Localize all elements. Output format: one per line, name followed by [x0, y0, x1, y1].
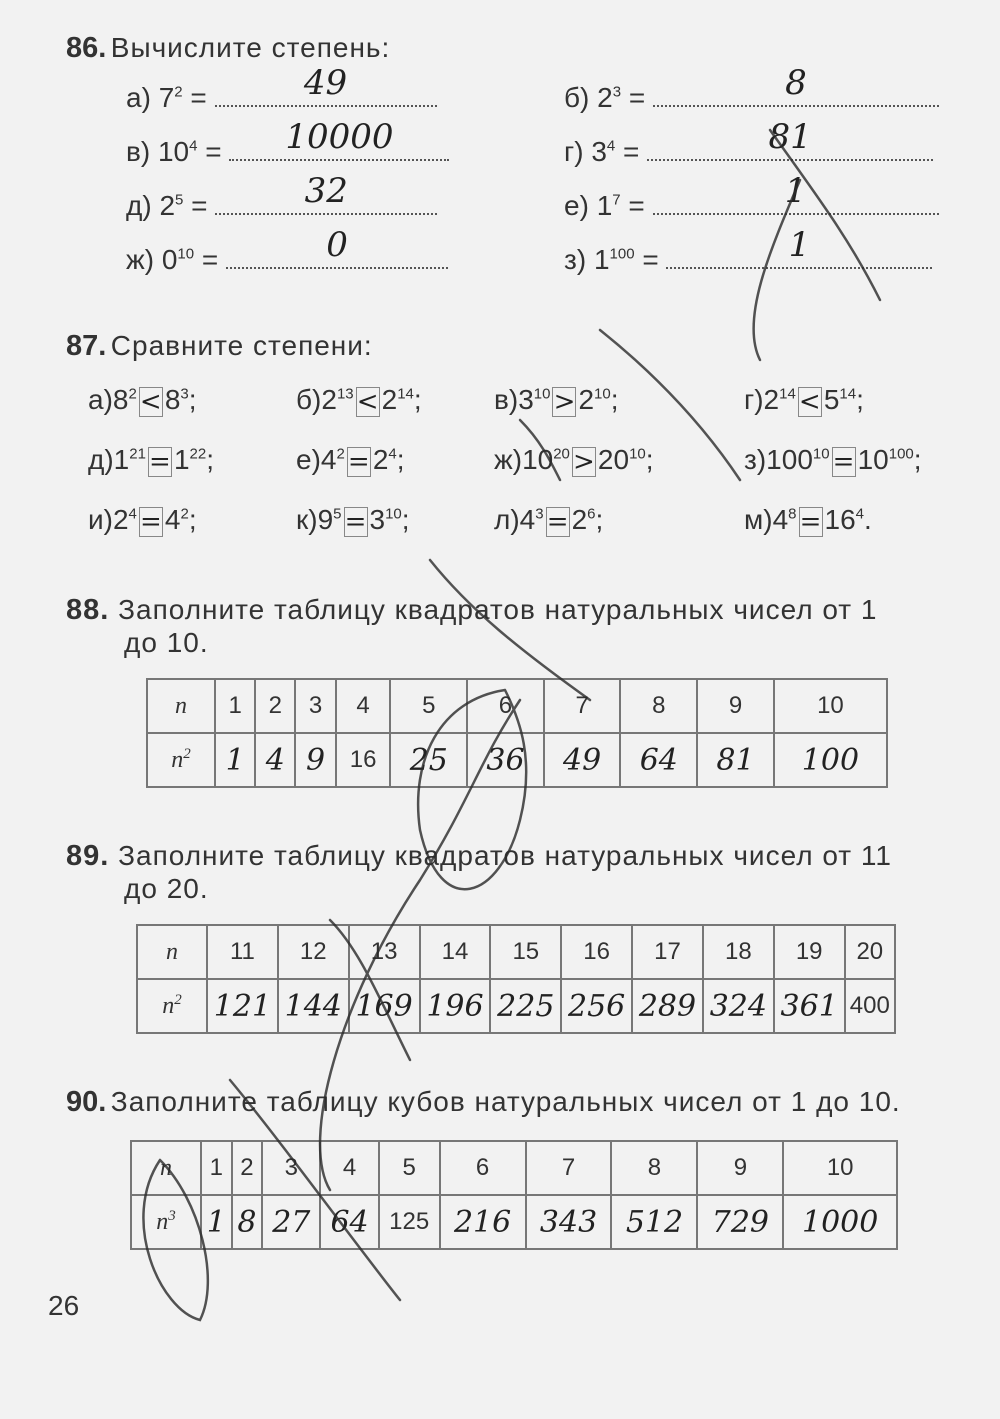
task-88-title: Заполните таблицу квадратов натуральных чисел от 1 [118, 594, 878, 625]
task-88-number: 88. [66, 594, 110, 626]
table-cell-n: 2 [232, 1141, 263, 1195]
handwritten-value: 49 [563, 742, 602, 778]
handwritten-sign: > [573, 446, 595, 477]
handwritten-sign: = [546, 506, 569, 537]
handwritten-sign: = [149, 446, 171, 477]
t86-item-e: е) $1^7$ = 1 [564, 190, 939, 222]
table-cell-n: 5 [390, 679, 467, 733]
row-label: $n^3$ [131, 1195, 201, 1249]
handwritten-value: 144 [284, 988, 342, 1024]
comparison-item: $д)1^{21} = 1^{22}$; [88, 444, 214, 477]
task-90-title: Заполните таблицу кубов натуральных чисел от 1 до 10. [110, 1086, 901, 1117]
table-cell-n: 7 [526, 1141, 612, 1195]
t86-item-v: в) $10^4$ = 10000 [126, 136, 449, 168]
handwritten-sign: = [139, 506, 162, 537]
t86-item-g: г) $3^4$ = 81 [564, 136, 933, 168]
handwritten-value: 1000 [801, 1204, 879, 1240]
handwritten-value: 169 [355, 988, 413, 1024]
printed-value: 16 [349, 746, 377, 773]
t86-item-b: б) $2^3$ = 8 [564, 82, 939, 114]
handwritten-answer: 8 [785, 63, 807, 103]
table-cell-n: 11 [207, 925, 278, 979]
handwritten-value: 100 [801, 742, 860, 778]
task-87-title: Сравните степени: [110, 330, 373, 361]
handwritten-value: 64 [639, 742, 678, 778]
handwritten-value: 8 [237, 1204, 257, 1240]
task-89-title: Заполните таблицу квадратов натуральных чисел от 11 [118, 840, 892, 871]
table-cell-n: 9 [697, 1141, 783, 1195]
handwritten-answer: 0 [326, 225, 348, 265]
handwritten-sign: = [832, 446, 855, 477]
task-86-number: 86. [66, 32, 107, 64]
handwritten-sign: = [347, 446, 370, 477]
comparison-item: $а)8^2 < 8^3$; [88, 384, 197, 417]
comparison-item: $в)3^{10} > 2^{10}$; [494, 384, 619, 417]
task-88-title-cont: до 10. [124, 627, 209, 658]
table-cell-n: 13 [349, 925, 420, 979]
handwritten-value: 343 [539, 1204, 598, 1240]
table-cell-n: 16 [561, 925, 632, 979]
handwritten-value: 9 [306, 742, 326, 778]
handwritten-value: 196 [426, 988, 484, 1024]
row-label: n [147, 679, 215, 733]
table-cell-n: 20 [845, 925, 895, 979]
handwritten-answer: 1 [788, 225, 811, 265]
handwritten-value: 25 [409, 742, 448, 778]
table-cell-n: 4 [336, 679, 391, 733]
table-cell-n: 19 [774, 925, 845, 979]
printed-value: 400 [849, 992, 890, 1019]
table-cell-n: 8 [620, 679, 697, 733]
task-86-title: Вычислите степень: [110, 32, 391, 63]
table-cell-n: 6 [467, 679, 544, 733]
table-cell-n: 17 [632, 925, 703, 979]
handwritten-value: 256 [568, 988, 626, 1024]
table-cell-n: 10 [783, 1141, 897, 1195]
handwritten-answer: 32 [304, 171, 348, 211]
handwritten-value: 225 [497, 988, 555, 1024]
table-cell-n: 14 [420, 925, 491, 979]
comparison-item: $и)2^4 = 4^2$; [88, 504, 197, 537]
handwritten-answer: 81 [768, 117, 812, 157]
table-cell-n: 3 [295, 679, 335, 733]
handwritten-sign: < [798, 386, 821, 417]
table-cell-n: 6 [440, 1141, 526, 1195]
handwritten-value: 1 [225, 742, 245, 778]
page-number: 26 [48, 1290, 80, 1321]
table-cell-n: 3 [262, 1141, 320, 1195]
handwritten-value: 324 [709, 988, 767, 1024]
comparison-item: $м)4^8 = 16^4$. [744, 504, 872, 537]
row-label: $n^2$ [147, 733, 215, 787]
handwritten-value: 512 [625, 1204, 684, 1240]
table-cell-n: 4 [320, 1141, 378, 1195]
table-cell-n: 12 [278, 925, 349, 979]
table-cell-n: 15 [490, 925, 561, 979]
handwritten-value: 64 [330, 1204, 369, 1240]
comparison-item: $з)100^{10} = 10^{100}$; [744, 444, 922, 477]
table-cell-n: 1 [201, 1141, 232, 1195]
handwritten-value: 36 [486, 742, 525, 778]
handwritten-value: 216 [453, 1204, 512, 1240]
handwritten-answer: 10000 [285, 117, 394, 157]
task-89-title-cont: до 20. [124, 873, 209, 904]
comparison-item: $г)2^{14} < 5^{14}$; [744, 384, 864, 417]
comparison-item: $е)4^2 = 2^4$; [296, 444, 405, 477]
handwritten-value: 361 [780, 988, 838, 1024]
table-cell-n: 8 [611, 1141, 697, 1195]
comparison-item: $к)9^5 = 3^{10}$; [296, 504, 410, 537]
handwritten-sign: < [139, 386, 162, 417]
handwritten-value: 289 [638, 988, 697, 1024]
row-label: $n^2$ [137, 979, 207, 1033]
handwritten-value: 1 [206, 1204, 226, 1240]
handwritten-value: 121 [213, 988, 272, 1024]
handwritten-answer: 49 [303, 63, 348, 103]
handwritten-value: 27 [272, 1204, 311, 1240]
comparison-item: $б)2^{13} < 2^{14}$; [296, 384, 422, 417]
comparison-item: $л)4^3 = 2^6$; [494, 504, 604, 537]
handwritten-answer: 1 [784, 171, 807, 211]
handwritten-sign: < [356, 386, 379, 417]
handwritten-sign: = [344, 506, 367, 537]
table-cell-n: 18 [703, 925, 774, 979]
row-label: n [137, 925, 207, 979]
handwritten-sign: > [553, 386, 576, 417]
table-cell-n: 5 [379, 1141, 440, 1195]
table-cell-n: 1 [215, 679, 255, 733]
handwritten-sign: = [799, 506, 822, 537]
t86-item-z: з) $1^{100}$ = 1 [564, 244, 932, 276]
handwritten-value: 81 [716, 742, 755, 778]
handwritten-value: 729 [711, 1204, 769, 1240]
comparison-item: $ж)10^{20} > 20^{10}$; [494, 444, 654, 477]
printed-value: 125 [389, 1208, 430, 1235]
task-90-number: 90. [66, 1086, 107, 1118]
table-cell-n: 7 [544, 679, 621, 733]
t86-item-d: д) $2^5$ = 32 [126, 190, 437, 222]
handwritten-value: 4 [265, 742, 285, 778]
table-cell-n: 2 [255, 679, 295, 733]
table-cell-n: 9 [697, 679, 774, 733]
task-89-number: 89. [66, 840, 110, 872]
task-87-number: 87. [66, 330, 107, 362]
t86-item-a: а) $7^2$ = 49 [126, 82, 437, 114]
row-label: n [131, 1141, 201, 1195]
t86-item-zh: ж) $0^{10}$ = 0 [126, 244, 448, 276]
table-cell-n: 10 [774, 679, 887, 733]
